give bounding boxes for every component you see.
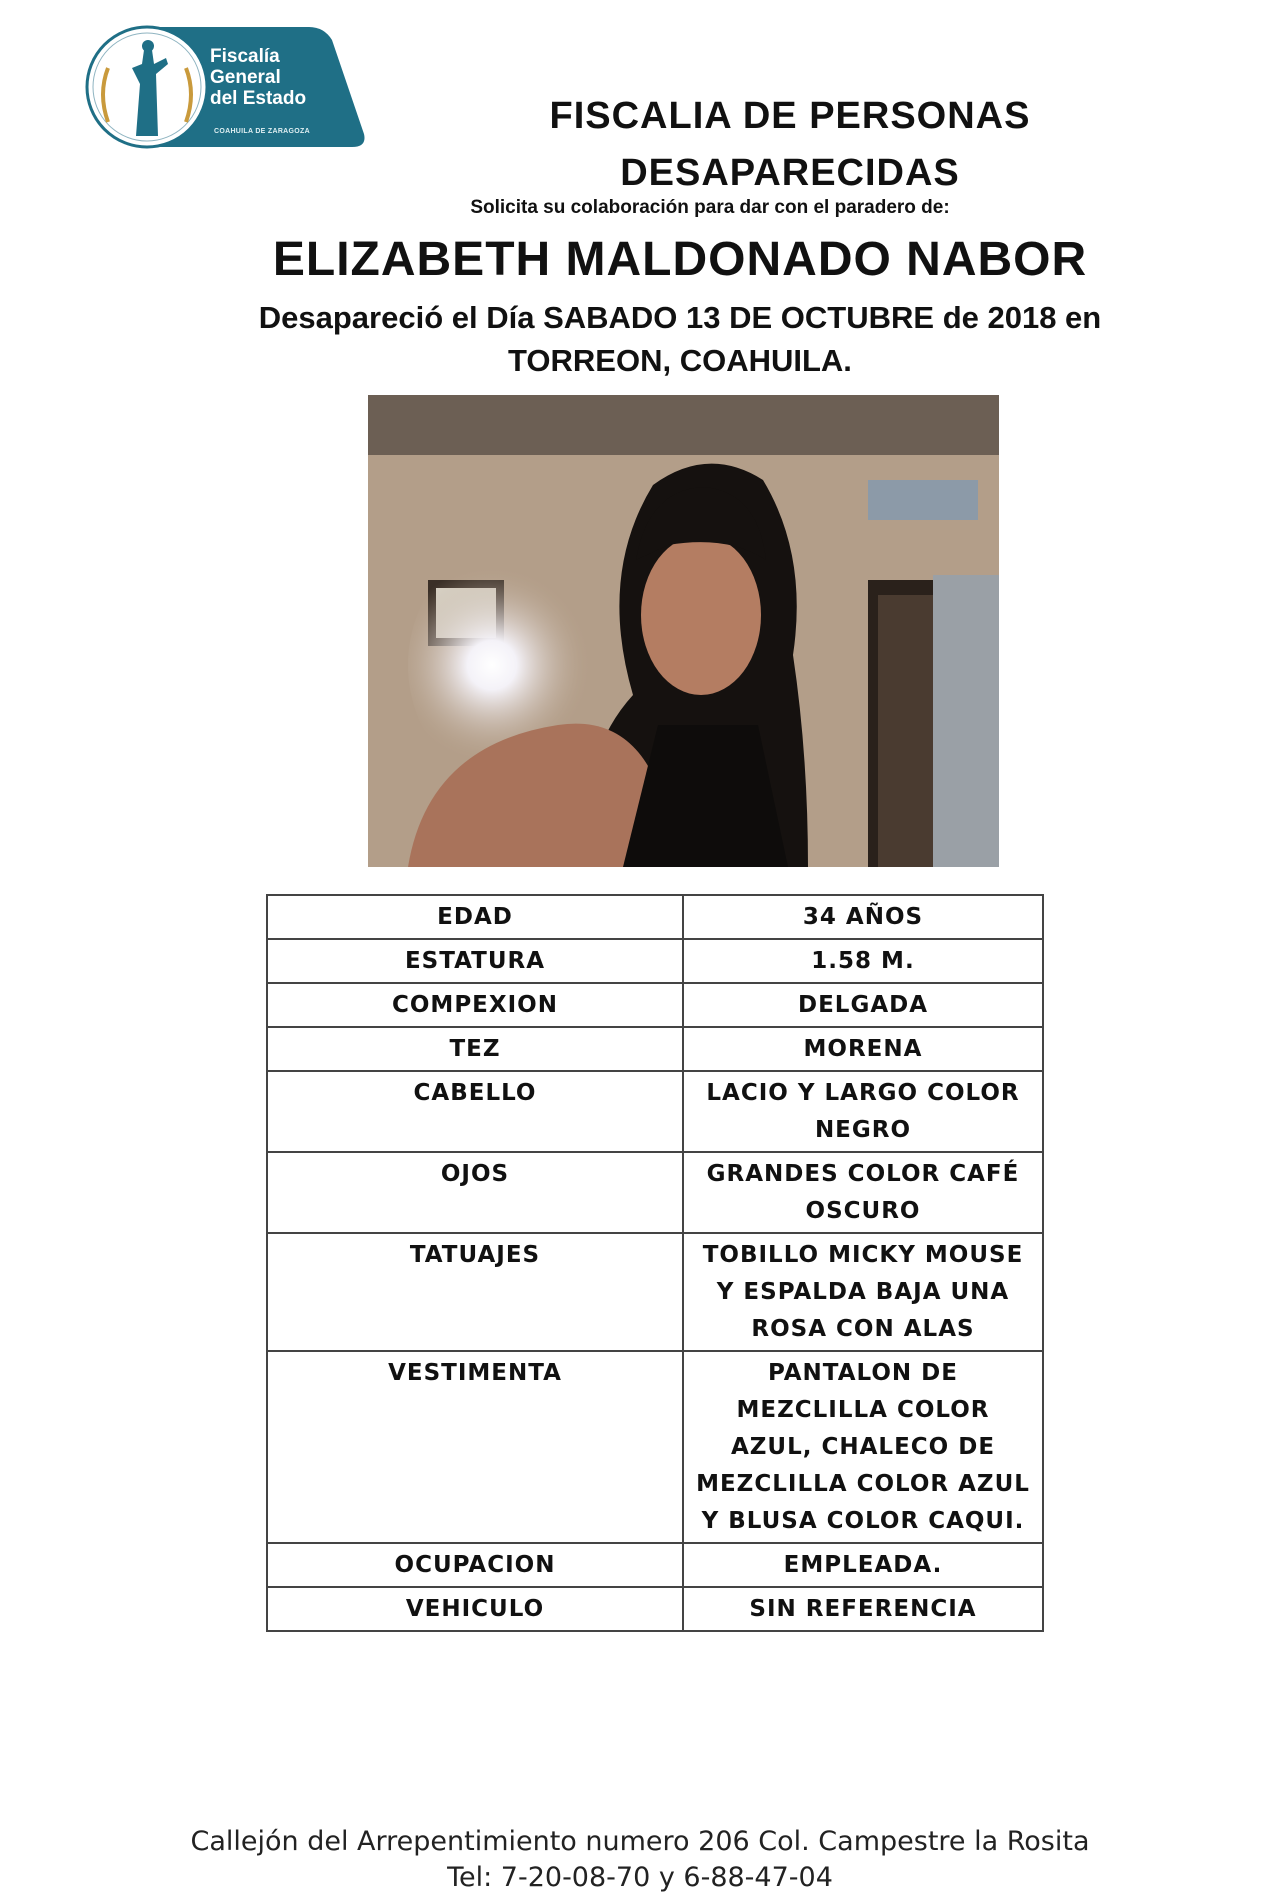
logo-subtext: COAHUILA DE ZARAGOZA	[214, 128, 310, 135]
details-row	[267, 1071, 1043, 1152]
details-row	[267, 1152, 1043, 1233]
logo-text	[210, 46, 360, 109]
detail-value: SIN REFERENCIA	[683, 1587, 1043, 1631]
photo-illustration	[368, 395, 999, 867]
detail-label: VESTIMENTA	[267, 1351, 683, 1543]
details-row	[267, 1351, 1043, 1543]
page-title: FISCALIA DE PERSONAS DESAPARECIDAS	[549, 95, 1031, 194]
detail-value: GRANDES COLOR CAFÉ OSCURO	[683, 1152, 1043, 1233]
detail-value: DELGADA	[683, 983, 1043, 1027]
details-row	[267, 1027, 1043, 1071]
details-row	[267, 1587, 1043, 1631]
detail-label: VEHICULO	[267, 1587, 683, 1631]
detail-value: PANTALON DE MEZCLILLA COLOR AZUL, CHALECO DE MEZCLILLA COLOR AZUL Y BLUSA COLOR CAQUI.	[683, 1351, 1043, 1543]
details-table	[266, 894, 1044, 1632]
page-subtitle: Solicita su colaboración para dar con el paradero de:	[470, 197, 950, 218]
logo-line-1: Fiscalía	[210, 46, 280, 67]
detail-value: MORENA	[683, 1027, 1043, 1071]
detail-label: CABELLO	[267, 1071, 683, 1152]
detail-label: OCUPACION	[267, 1543, 683, 1587]
person-photo	[368, 395, 999, 867]
detail-label: TEZ	[267, 1027, 683, 1071]
detail-label: COMPEXION	[267, 983, 683, 1027]
detail-value: EMPLEADA.	[683, 1543, 1043, 1587]
person-name: ELIZABETH MALDONADO NABOR	[272, 233, 1088, 286]
detail-label: TATUAJES	[267, 1233, 683, 1351]
details-row	[267, 895, 1043, 939]
detail-value: 34 AÑOS	[683, 895, 1043, 939]
details-row	[267, 983, 1043, 1027]
details-row	[267, 1233, 1043, 1351]
agency-logo	[84, 24, 366, 150]
details-row	[267, 939, 1043, 983]
footer-address: Callejón del Arrepentimiento numero 206 Col. Campestre la Rosita	[190, 1826, 1090, 1857]
details-row	[267, 1543, 1043, 1587]
footer-phone: Tel: 7-20-08-70 y 6-88-47-04	[447, 1862, 833, 1893]
logo-line-2: General	[210, 67, 281, 88]
detail-label: ESTATURA	[267, 939, 683, 983]
detail-value: 1.58 M.	[683, 939, 1043, 983]
logo-line-3: del Estado	[210, 88, 307, 109]
detail-value: LACIO Y LARGO COLOR NEGRO	[683, 1071, 1043, 1152]
detail-label: EDAD	[267, 895, 683, 939]
disappearance-place: TORREON, COAHUILA.	[508, 343, 852, 378]
detail-value: TOBILLO MICKY MOUSE Y ESPALDA BAJA UNA ROSA CON ALAS	[683, 1233, 1043, 1351]
detail-label: OJOS	[267, 1152, 683, 1233]
disappearance-date: Desapareció el Día SABADO 13 DE OCTUBRE de 2018 en	[258, 300, 1102, 335]
disappearance-info	[140, 296, 1220, 382]
